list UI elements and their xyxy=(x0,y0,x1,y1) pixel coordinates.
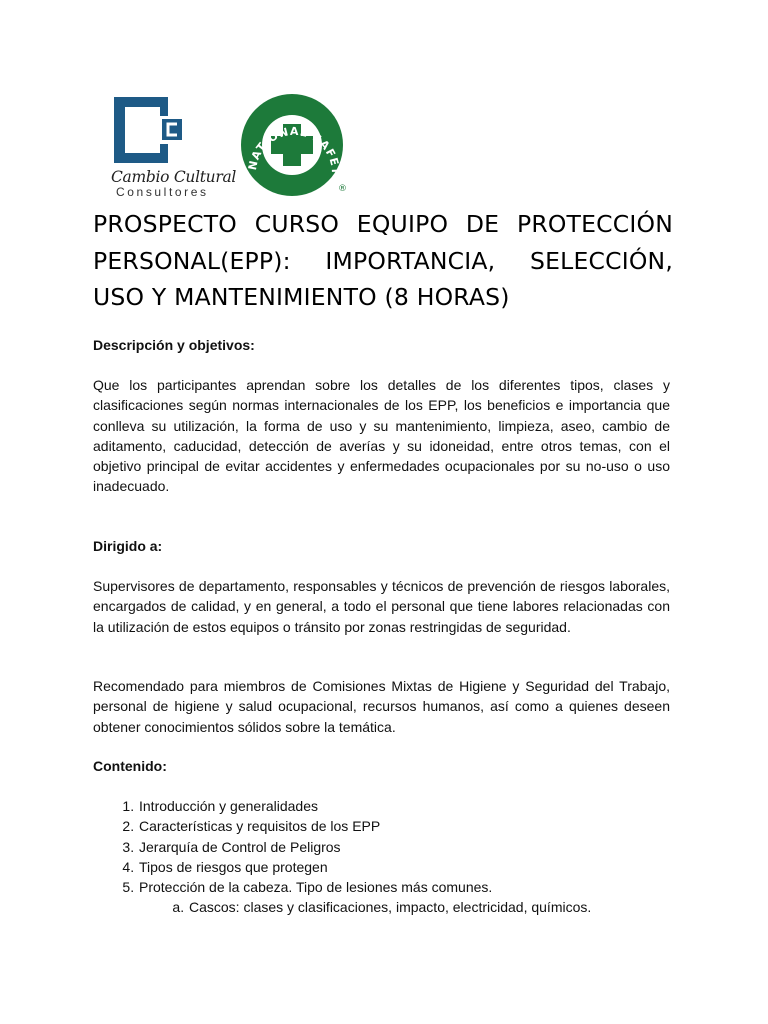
content-subitem: a. Cascos: clases y clasificaciones, impacto, electricidad, químicos. xyxy=(188,897,670,917)
cambio-cultural-logo xyxy=(108,94,237,199)
content-item xyxy=(138,877,670,918)
content-item: 1. Introducción y generalidades xyxy=(138,796,670,816)
audience-text-1: Supervisores de departamento, responsables y técnicos de prevención de riesgos laborales, encargados de calidad, y en general, a todo el personal que tiene labores relacionadas con la utilización de estos equipos o tránsito por zonas restringidas de seguridad. xyxy=(93,578,670,635)
cc-name-line2: Consultores xyxy=(116,185,209,199)
description-heading: Descripción y objetivos: xyxy=(93,337,255,353)
content-item: 3. Jerarquía de Control de Peligros xyxy=(138,837,670,857)
nsc-ring-text: NATIONAL SAFET xyxy=(245,124,343,176)
national-safety-council-logo xyxy=(238,92,350,198)
description-section xyxy=(93,335,670,355)
cc-mark-icon xyxy=(110,94,182,166)
description-text: Que los participantes aprendan sobre los detalles de los diferentes tipos, clases y clasificaciones según normas internacionales de los EPP, los beneficios e importancia que conlleva su utilización, la forma de uso y su mantenimiento, limpieza, aseo, cambio de aditamento, caducidad, detección de averías y su idoneidad, entre otros temas, con el objetivo principal de evitar accidentes y enfermedades ocupacionales por su no-uso o uso inadecuado. xyxy=(93,377,670,495)
content-heading: Contenido: xyxy=(93,758,167,774)
content-item: 4. Tipos de riesgos que protegen xyxy=(138,857,670,877)
header-logos xyxy=(108,92,368,202)
content-list xyxy=(93,796,670,918)
audience-heading: Dirigido a: xyxy=(93,538,163,554)
document-title: PROSPECTO CURSO EQUIPO DE PROTECCIÓN PERSONAL(EPP): IMPORTANCIA, SELECCIÓN, USO Y MANTENIMIENTO (8 HORAS) xyxy=(93,210,673,311)
registered-mark: ® xyxy=(338,184,347,194)
cc-name-line1: Cambio Cultural xyxy=(111,168,237,186)
audience-text-2: Recomendado para miembros de Comisiones Mixtas de Higiene y Seguridad del Trabajo, personal de higiene y salud ocupacional, recursos humanos, así como a quienes deseen obtener conocimientos sólidos sobre la temática. xyxy=(93,678,670,735)
content-item: 2. Características y requisitos de los EPP xyxy=(138,816,670,836)
content-item-text: Protección de la cabeza. Tipo de lesiones más comunes. xyxy=(139,879,493,896)
